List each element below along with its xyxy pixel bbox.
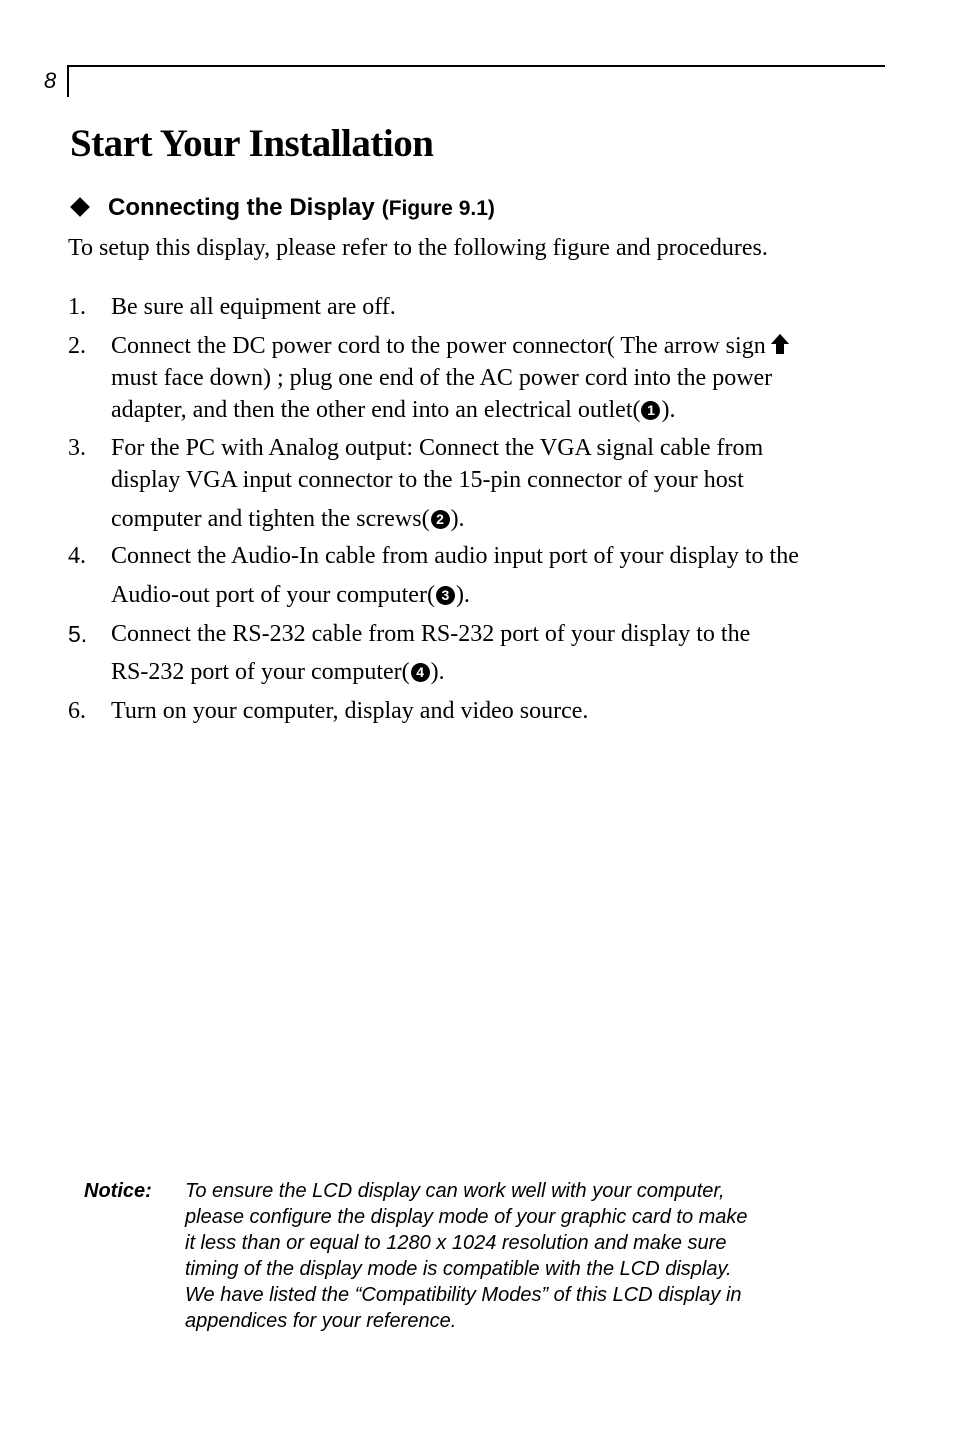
notice-line: timing of the display mode is compatible with the LCD display. bbox=[185, 1258, 732, 1280]
notice-line: appendices for your reference. bbox=[185, 1310, 457, 1332]
step-text bbox=[111, 330, 901, 426]
step-line-end: ). bbox=[455, 582, 470, 608]
header-rule-tick bbox=[67, 65, 69, 97]
arrow-up-icon bbox=[770, 333, 790, 355]
step-number: 4. bbox=[68, 543, 86, 569]
notice-label: Notice: bbox=[84, 1180, 152, 1202]
step-line bbox=[111, 656, 901, 688]
figure-reference: (Figure 9.1) bbox=[381, 197, 495, 220]
step-number: 5. bbox=[68, 621, 88, 647]
diamond-bullet-icon bbox=[70, 197, 90, 217]
step-line: Be sure all equipment are off. bbox=[111, 294, 396, 320]
step-line: Connect the RS-232 cable from RS-232 port of your display to the bbox=[111, 621, 751, 647]
step-line: Connect the Audio-In cable from audio input port of your display to the bbox=[111, 543, 799, 569]
step-line-text: Connect the DC power cord to the power connector( The arrow sign bbox=[111, 333, 766, 359]
step-text bbox=[111, 695, 901, 727]
step-number: 6. bbox=[68, 698, 86, 724]
step-line-text: Audio-out port of your computer( bbox=[111, 582, 435, 608]
step-line bbox=[111, 579, 901, 611]
step-line: Turn on your computer, display and video source. bbox=[111, 698, 589, 724]
notice-body bbox=[185, 1178, 845, 1334]
section-heading bbox=[68, 190, 495, 226]
notice-line: please configure the display mode of your graphic card to make bbox=[185, 1206, 748, 1228]
step-line: display VGA input connector to the 15-pin connector of your host bbox=[111, 467, 744, 493]
step-line bbox=[111, 394, 901, 426]
circled-number-2-icon: 2 bbox=[431, 510, 450, 529]
step-line: must face down) ; plug one end of the AC power cord into the power bbox=[111, 365, 773, 391]
step-text bbox=[111, 540, 901, 611]
page-number: 8 bbox=[44, 68, 57, 93]
step-number: 1. bbox=[68, 294, 86, 320]
step-number: 2. bbox=[68, 333, 86, 359]
step-line: For the PC with Analog output: Connect the VGA signal cable from bbox=[111, 435, 764, 461]
step-line bbox=[111, 330, 901, 362]
step-number: 3. bbox=[68, 435, 86, 461]
step-line bbox=[111, 503, 901, 535]
step-line-text: adapter, and then the other end into an electrical outlet( bbox=[111, 397, 641, 423]
step-line-text: RS-232 port of your computer( bbox=[111, 659, 410, 685]
header-rule bbox=[67, 65, 885, 67]
page-title: Start Your Installation bbox=[70, 122, 434, 165]
step-text bbox=[111, 618, 901, 688]
notice-line: We have listed the “Compatibility Modes” of this LCD display in bbox=[185, 1284, 742, 1306]
intro-text: To setup this display, please refer to the following figure and procedures. bbox=[68, 235, 768, 261]
step-line-end: ). bbox=[661, 397, 676, 423]
notice-line: To ensure the LCD display can work well with your computer, bbox=[185, 1180, 725, 1202]
step-line-end: ). bbox=[430, 659, 445, 685]
step-line-text: computer and tighten the screws( bbox=[111, 506, 430, 532]
circled-number-4-icon: 4 bbox=[411, 663, 430, 682]
section-title: Connecting the Display bbox=[108, 194, 375, 221]
step-text bbox=[111, 432, 901, 535]
circled-number-1-icon: 1 bbox=[641, 401, 660, 420]
notice-line: it less than or equal to 1280 x 1024 resolution and make sure bbox=[185, 1232, 727, 1254]
step-text bbox=[111, 291, 901, 323]
circled-number-3-icon: 3 bbox=[436, 586, 455, 605]
step-line-end: ). bbox=[450, 506, 465, 532]
